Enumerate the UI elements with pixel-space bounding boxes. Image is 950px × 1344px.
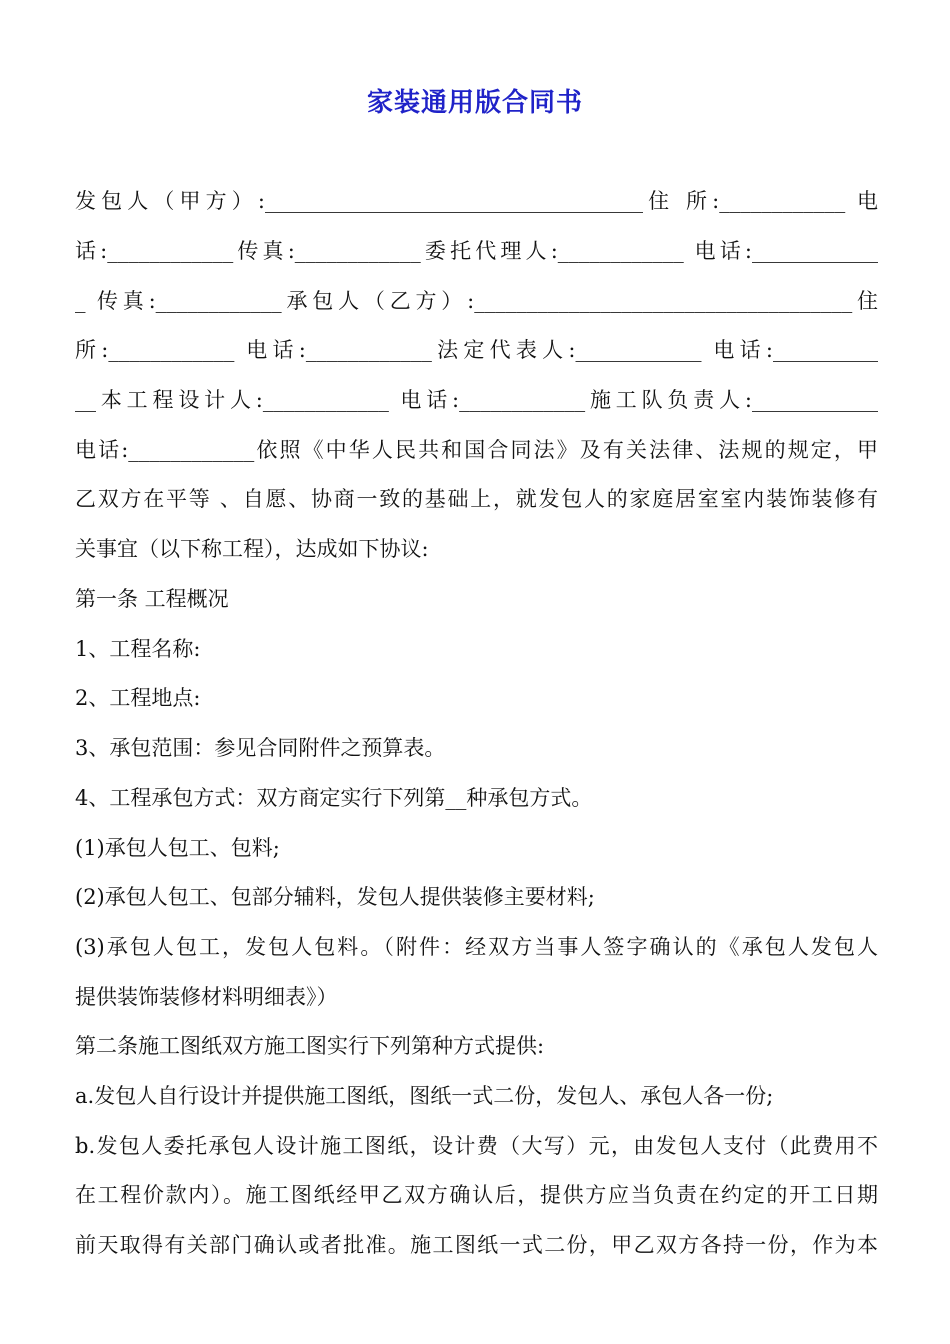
- body-line: a.发包人自行设计并提供施工图纸，图纸一式二份，发包人、承包人各一份;: [75, 1084, 774, 1108]
- body-line: 1、工程名称:: [75, 637, 201, 661]
- body-line: 关事宜（以下称工程），达成如下协议:: [75, 537, 429, 561]
- body-line: 电话:____________依照《中华人民共和国合同法》及有关法律、法规的规定，甲: [75, 438, 878, 462]
- body-line: 在工程价款内）。施工图纸经甲乙双方确认后，提供方应当负责在约定的开工日期: [75, 1183, 878, 1207]
- document-title: 家装通用版合同书: [366, 88, 583, 118]
- body-line: 3、承包范围：参见合同附件之预算表。: [75, 736, 446, 760]
- section-heading: 第一条 工程概况: [75, 587, 229, 611]
- body-line: 所:____________ 电话:____________法定代表人:____________ 电话:__________: [75, 338, 878, 362]
- body-line: 发包人（甲方）:____________________________________住 所:____________ 电: [75, 189, 878, 213]
- body-line: 4、工程承包方式：双方商定实行下列第__种承包方式。: [75, 786, 593, 810]
- body-line: 前天取得有关部门确认或者批准。施工图纸一式二份，甲乙双方各持一份，作为本: [75, 1233, 878, 1257]
- body-line: (2)承包人包工、包部分辅料，发包人提供装修主要材料;: [75, 885, 595, 909]
- body-line: (1)承包人包工、包料;: [75, 836, 280, 860]
- body-line: 提供装饰装修材料明细表》）: [75, 985, 338, 1009]
- body-line: b.发包人委托承包人设计施工图纸，设计费（大写）元，由发包人支付（此费用不: [75, 1134, 878, 1158]
- body-line: 2、工程地点:: [75, 686, 201, 710]
- body-line: __本工程设计人:____________ 电话:____________施工队负责人:____________: [75, 388, 878, 412]
- section-heading: 第二条施工图纸双方施工图实行下列第种方式提供:: [75, 1034, 545, 1058]
- body-line: 乙双方在平等 、自愿、协商一致的基础上，就发包人的家庭居室室内装饰装修有: [75, 487, 878, 511]
- body-line: 话:____________传真:____________委托代理人:____________ 电话:____________: [75, 239, 878, 263]
- body-line: _ 传真:____________承包人（乙方）:____________________________________住: [75, 289, 878, 313]
- body-line: (3)承包人包工，发包人包料。（附件：经双方当事人签字确认的《承包人发包人: [75, 935, 878, 959]
